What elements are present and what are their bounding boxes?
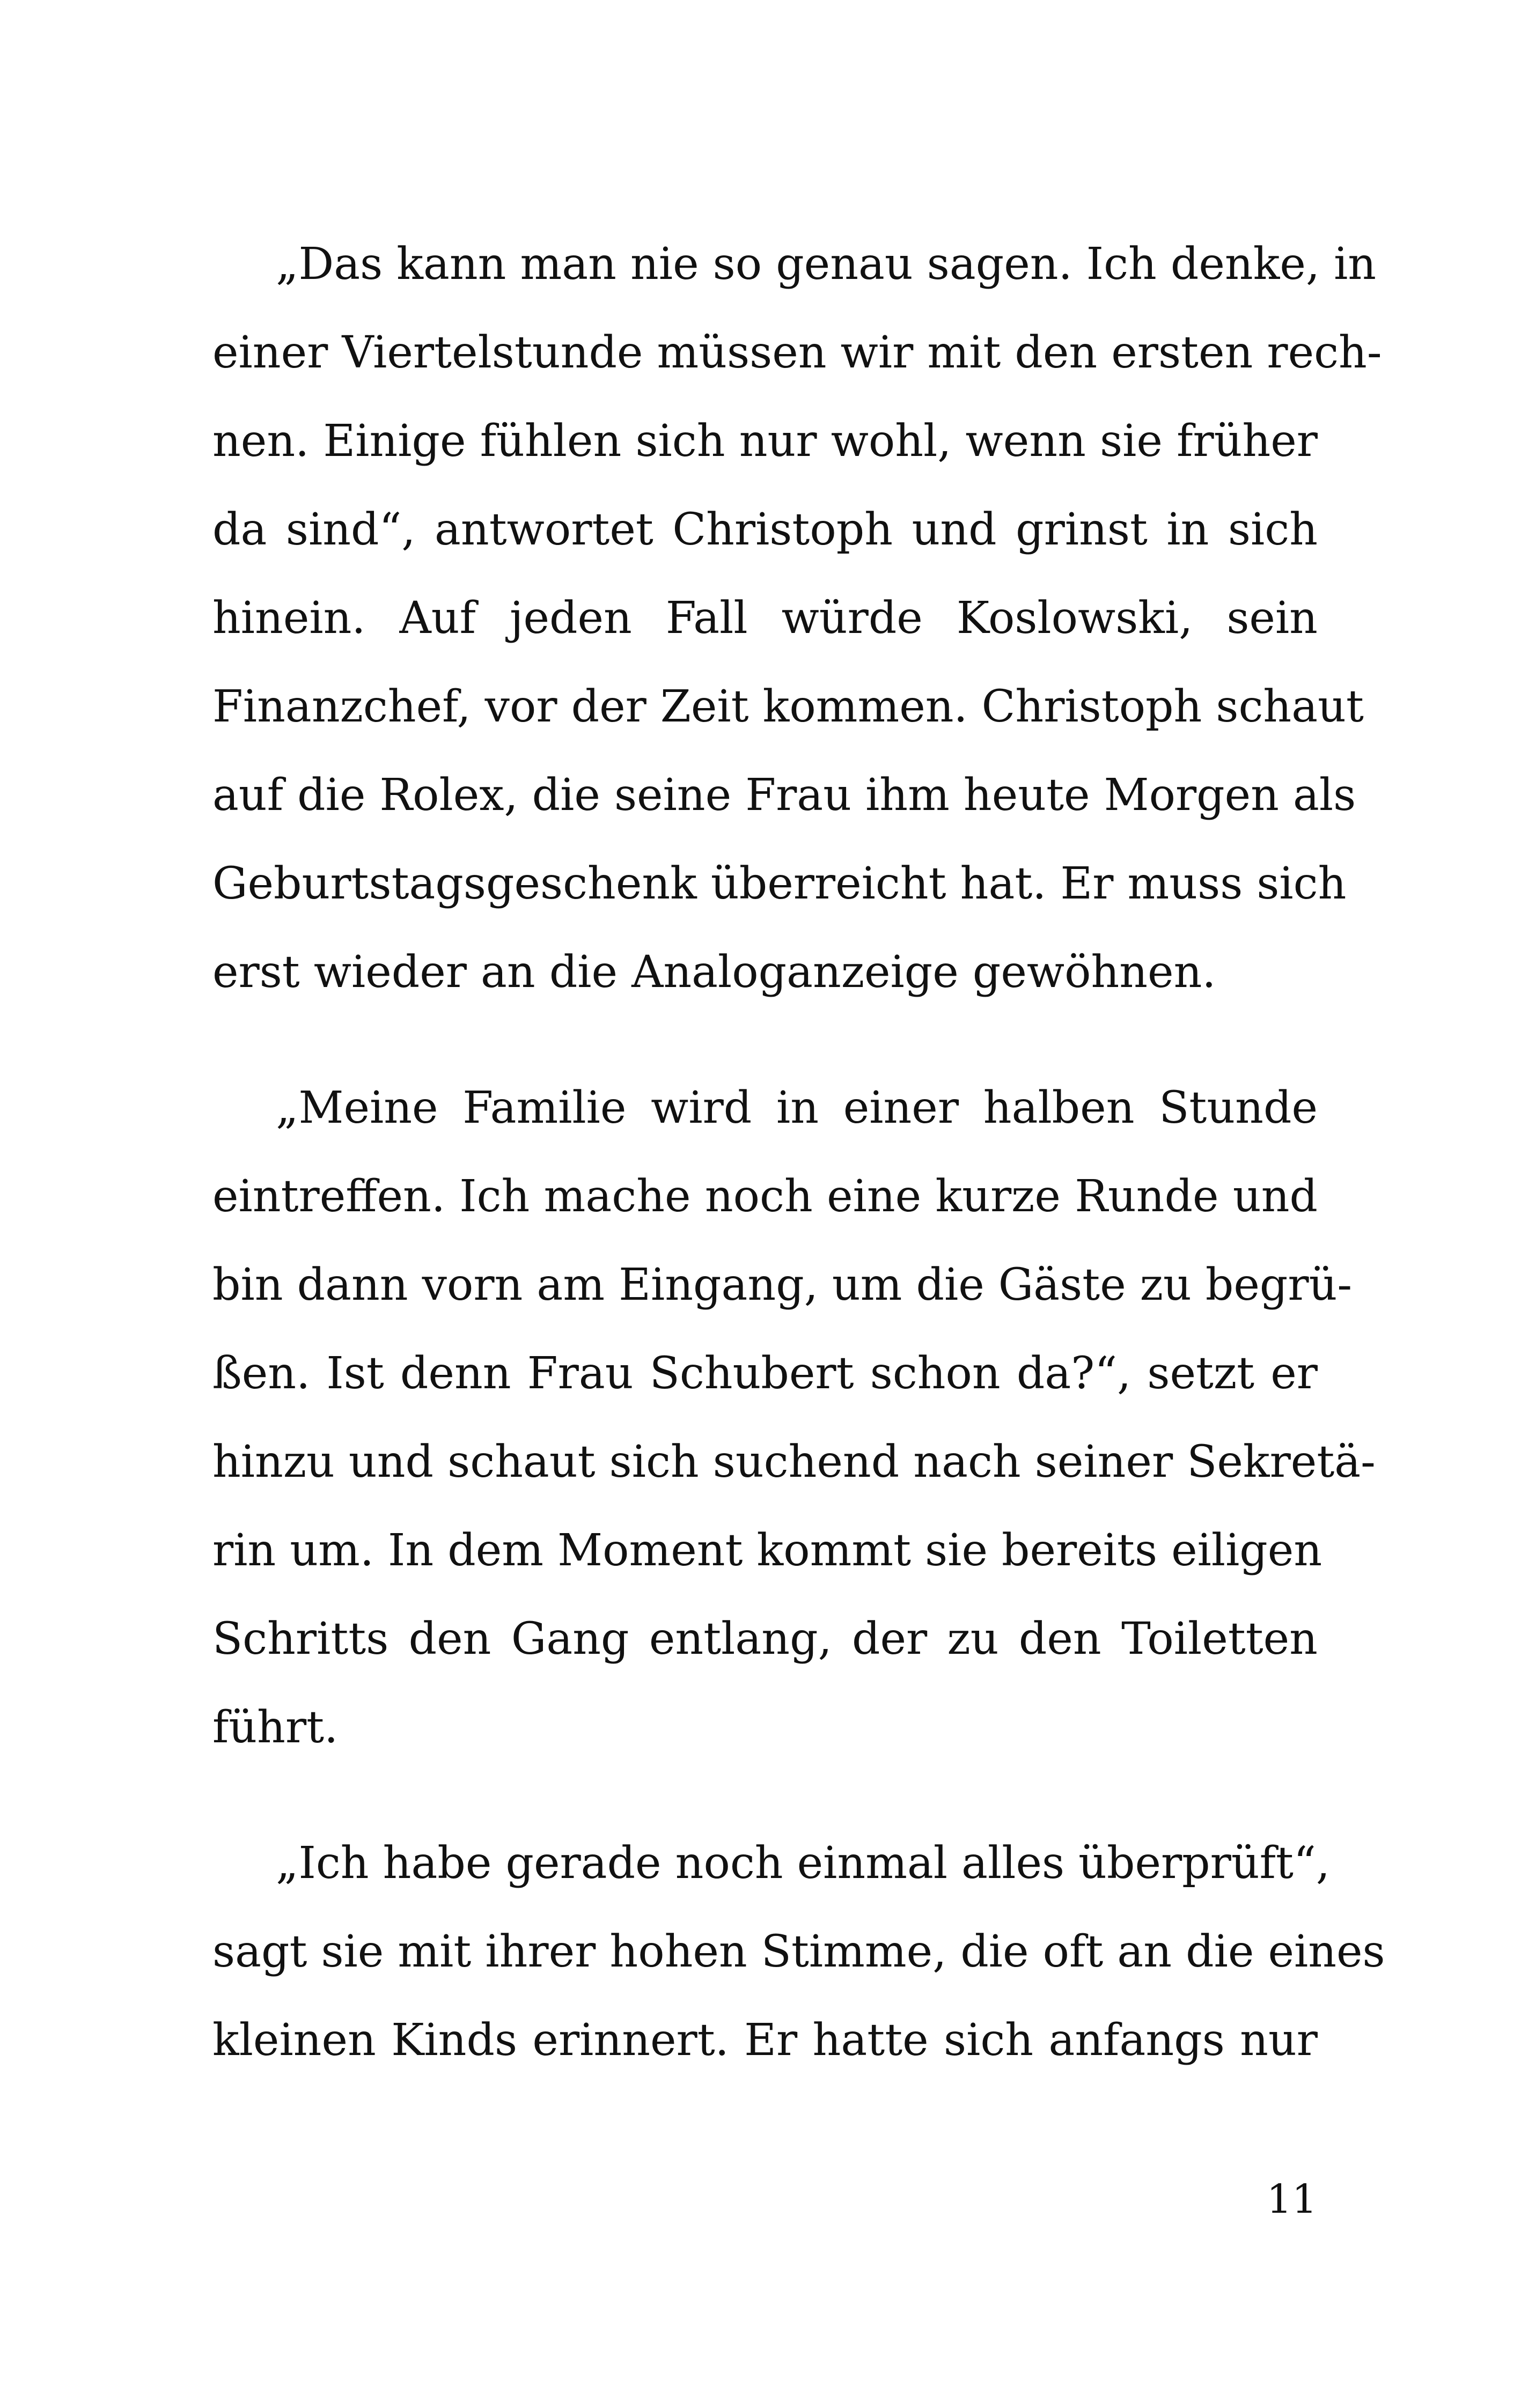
paragraph-1-line-8: Geburtstagsgeschenk überreicht hat. Er muss sich — [212, 858, 1347, 909]
paragraph-1-line-1: „Das kann man nie so genau sagen. Ich denke, in — [276, 239, 1377, 290]
paragraph-2-line-6: rin um. In dem Moment kommt sie bereits eiligen — [212, 1525, 1322, 1576]
paragraph-2-line-1: „Meine Familie wird in einer halben Stunde — [276, 1083, 1318, 1133]
paragraph-3-line-3: kleinen Kinds erinnert. Er hatte sich anfangs nur — [212, 2015, 1318, 2066]
paragraph-gap — [212, 1772, 1318, 1819]
paragraph-2-line-2: eintreffen. Ich mache noch eine kurze Runde und — [212, 1171, 1318, 1222]
paragraph-2-line-7: Schritts den Gang entlang, der zu den Toiletten — [212, 1614, 1318, 1665]
paragraph-gap — [212, 1017, 1318, 1064]
paragraph-1-line-9: erst wieder an die Analoganzeige gewöhnen. — [212, 947, 1216, 998]
paragraph-1-line-7: auf die Rolex, die seine Frau ihm heute Morgen als — [212, 770, 1356, 821]
paragraph-2-line-4: ßen. Ist denn Frau Schubert schon da?“, setzt er — [212, 1348, 1318, 1399]
paragraph-2-line-8: führt. — [212, 1702, 339, 1753]
paragraph-1-line-5: hinein. Auf jeden Fall würde Koslowski, sein — [212, 593, 1318, 644]
paragraph-2-line-5: hinzu und schaut sich suchend nach seiner Sekretä- — [212, 1437, 1376, 1487]
body-text — [212, 220, 1385, 2085]
paragraph-3-line-1: „Ich habe gerade noch einmal alles überprüft“, — [276, 1838, 1330, 1889]
page-number: 11 — [1266, 2176, 1317, 2222]
paragraph-1-line-4: da sind“, antwortet Christoph und grinst in sich — [212, 504, 1318, 555]
paragraph-1-line-2: einer Viertelstunde müssen wir mit den ersten rech- — [212, 327, 1382, 378]
paragraph-2-line-3: bin dann vorn am Eingang, um die Gäste zu begrü- — [212, 1260, 1353, 1310]
paragraph-3-line-2: sagt sie mit ihrer hohen Stimme, die oft an die eines — [212, 1926, 1385, 1977]
paragraph-1-line-3: nen. Einige fühlen sich nur wohl, wenn sie früher — [212, 416, 1318, 467]
paragraph-1-line-6: Finanzchef, vor der Zeit kommen. Christoph schaut — [212, 681, 1364, 732]
